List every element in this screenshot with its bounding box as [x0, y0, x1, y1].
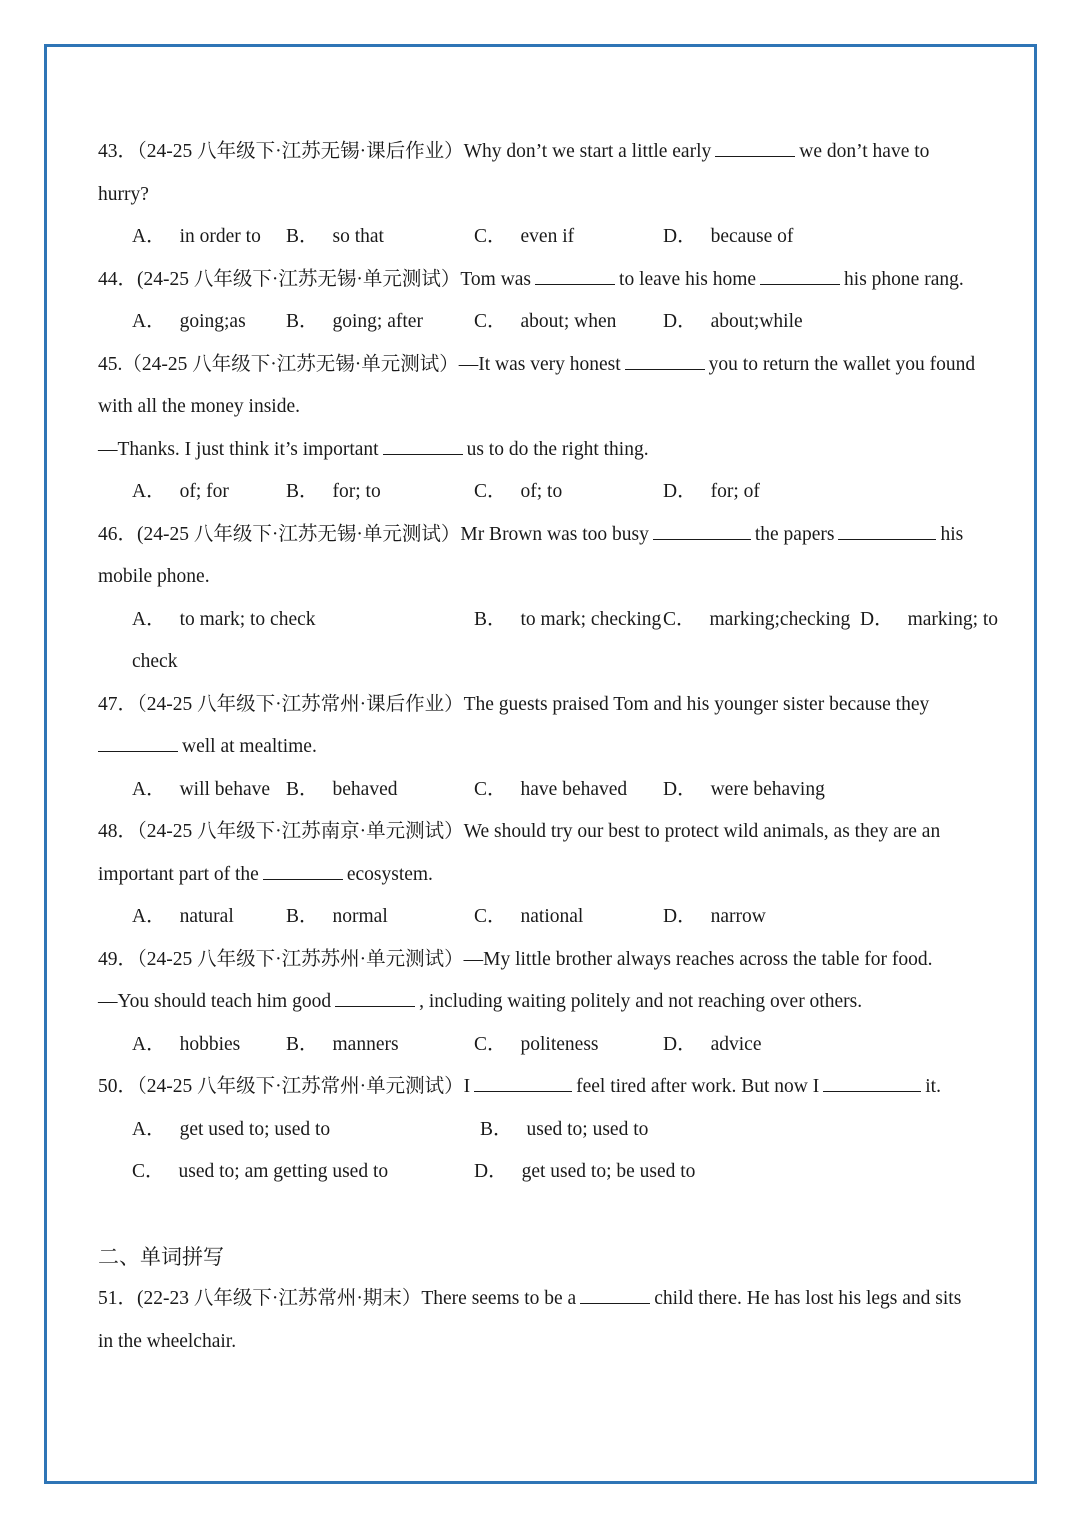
question-text: important part of the: [98, 863, 259, 885]
question-text: 49．（24-25 八年级下·江苏苏州·单元测试）—My little brother always reaches across the table for food.: [98, 948, 933, 970]
question-text: in the wheelchair.: [98, 1330, 237, 1352]
answer-blank: [263, 861, 343, 880]
option-b[interactable]: B． normal: [286, 906, 388, 927]
question-45: [98, 344, 982, 387]
options-44: [98, 301, 982, 344]
option-d-continued: [98, 641, 982, 684]
question-text: we don’t have to: [799, 141, 930, 162]
question-text: his: [940, 523, 964, 545]
option-b[interactable]: B． behaved: [286, 778, 398, 800]
question-50: [98, 1066, 982, 1109]
question-text: it.: [925, 1076, 941, 1097]
option-c[interactable]: C． of; to: [474, 481, 563, 502]
question-text: to leave his home: [619, 268, 757, 290]
options-46: [98, 599, 999, 642]
option-b[interactable]: B． going; after: [286, 311, 423, 332]
option-d[interactable]: D． narrow: [663, 906, 766, 927]
question-45-reply: [98, 429, 982, 472]
options-43: [98, 216, 982, 259]
question-text: 44．(24-25 八年级下·江苏无锡·单元测试）Tom was: [98, 268, 532, 290]
option-a[interactable]: A． will behave: [132, 778, 271, 800]
option-text: check: [132, 651, 178, 672]
question-text: with all the money inside.: [98, 396, 301, 417]
answer-blank: [474, 1073, 572, 1092]
question-text: us to do the right thing.: [466, 438, 649, 460]
question-51-continued: [98, 1321, 982, 1364]
question-51: [98, 1278, 982, 1321]
question-text: 50．（24-25 八年级下·江苏常州·单元测试）I: [98, 1076, 471, 1097]
question-48-continued: [98, 854, 982, 897]
question-text: mobile phone.: [98, 566, 210, 587]
option-c[interactable]: C． national: [474, 906, 584, 927]
question-46: [98, 514, 982, 557]
question-49-reply: [98, 981, 982, 1024]
options-48: [98, 896, 982, 939]
answer-blank: [653, 521, 751, 540]
answer-blank: [335, 988, 415, 1007]
question-47: [98, 684, 982, 727]
option-c[interactable]: C． marking;checking: [663, 608, 851, 630]
question-text: well at mealtime.: [182, 736, 317, 757]
document-body: [98, 131, 999, 1363]
question-text: —You should teach him good: [98, 991, 332, 1012]
question-text: 46．(24-25 八年级下·江苏无锡·单元测试）Mr Brown was too busy: [98, 523, 649, 545]
question-text: feel tired after work. But now I: [576, 1076, 820, 1097]
option-d[interactable]: D． for; of: [663, 481, 760, 502]
option-a[interactable]: A． hobbies: [132, 1033, 241, 1055]
answer-blank: [383, 436, 463, 455]
question-46-continued: [98, 556, 982, 599]
question-text: —Thanks. I just think it’s important: [98, 438, 379, 460]
answer-blank: [838, 521, 936, 540]
option-a[interactable]: A． in order to: [132, 226, 261, 247]
option-b[interactable]: B． to mark; checking: [474, 608, 662, 630]
question-45-continued: [98, 386, 982, 429]
question-49: [98, 939, 982, 982]
option-a[interactable]: A． get used to; used to: [132, 1118, 331, 1140]
option-b[interactable]: B． used to; used to: [480, 1118, 649, 1140]
question-text: 48．（24-25 八年级下·江苏南京·单元测试）We should try our best to protect wild animals, as they are an: [98, 821, 941, 842]
answer-blank: [760, 266, 840, 285]
answer-blank: [823, 1073, 921, 1092]
option-a[interactable]: A． going;as: [132, 311, 246, 332]
question-43: [98, 131, 982, 174]
question-47-continued: [98, 726, 982, 769]
answer-blank: [535, 266, 615, 285]
options-47: [98, 769, 982, 812]
question-text: the papers: [754, 523, 835, 545]
option-d[interactable]: D． because of: [663, 226, 794, 247]
option-c[interactable]: C． about; when: [474, 311, 617, 332]
option-a[interactable]: A． to mark; to check: [132, 608, 316, 630]
question-text: hurry?: [98, 183, 149, 205]
option-b[interactable]: B． manners: [286, 1033, 399, 1055]
answer-blank: [580, 1285, 650, 1304]
option-d[interactable]: D． get used to; be used to: [474, 1161, 696, 1182]
option-c[interactable]: C． politeness: [474, 1033, 599, 1055]
question-text: 45.（24-25 八年级下·江苏无锡·单元测试）—It was very honest: [98, 353, 621, 375]
question-text: his phone rang.: [844, 268, 964, 290]
option-b[interactable]: B． for; to: [286, 481, 381, 502]
option-c[interactable]: C． even if: [474, 226, 575, 247]
option-b[interactable]: B． so that: [286, 226, 384, 247]
answer-blank: [715, 138, 795, 157]
question-text: ecosystem.: [346, 863, 433, 885]
options-50-row2: [98, 1151, 982, 1194]
question-text: 43．（24-25 八年级下·江苏无锡·课后作业）Why don’t we start a little early: [98, 141, 712, 162]
option-d[interactable]: D． advice: [663, 1033, 762, 1055]
options-50-row1: [98, 1109, 982, 1152]
option-c[interactable]: C． used to; am getting used to: [132, 1161, 389, 1182]
question-text: you to return the wallet you found: [708, 353, 976, 375]
question-44: [98, 259, 982, 302]
option-a[interactable]: A． of; for: [132, 481, 229, 502]
option-d[interactable]: D． were behaving: [663, 778, 825, 800]
option-a[interactable]: A． natural: [132, 906, 234, 927]
section-title: 二、单词拼写: [98, 1244, 224, 1269]
question-48: [98, 811, 982, 854]
option-c[interactable]: C． have behaved: [474, 778, 628, 800]
question-text: 51．(22-23 八年级下·江苏常州·期末）There seems to be a: [98, 1288, 577, 1309]
option-d[interactable]: D． about;while: [663, 311, 803, 332]
question-43-continued: [98, 174, 982, 217]
option-d[interactable]: D． marking; to: [860, 608, 999, 630]
answer-blank: [98, 733, 178, 752]
options-45: [98, 471, 982, 514]
options-49: [98, 1024, 982, 1067]
answer-blank: [625, 351, 705, 370]
question-text: , including waiting politely and not reaching over others.: [419, 991, 863, 1012]
question-text: child there. He has lost his legs and sits: [654, 1288, 962, 1309]
question-text: 47．（24-25 八年级下·江苏常州·课后作业）The guests praised Tom and his younger sister because they: [98, 693, 930, 715]
